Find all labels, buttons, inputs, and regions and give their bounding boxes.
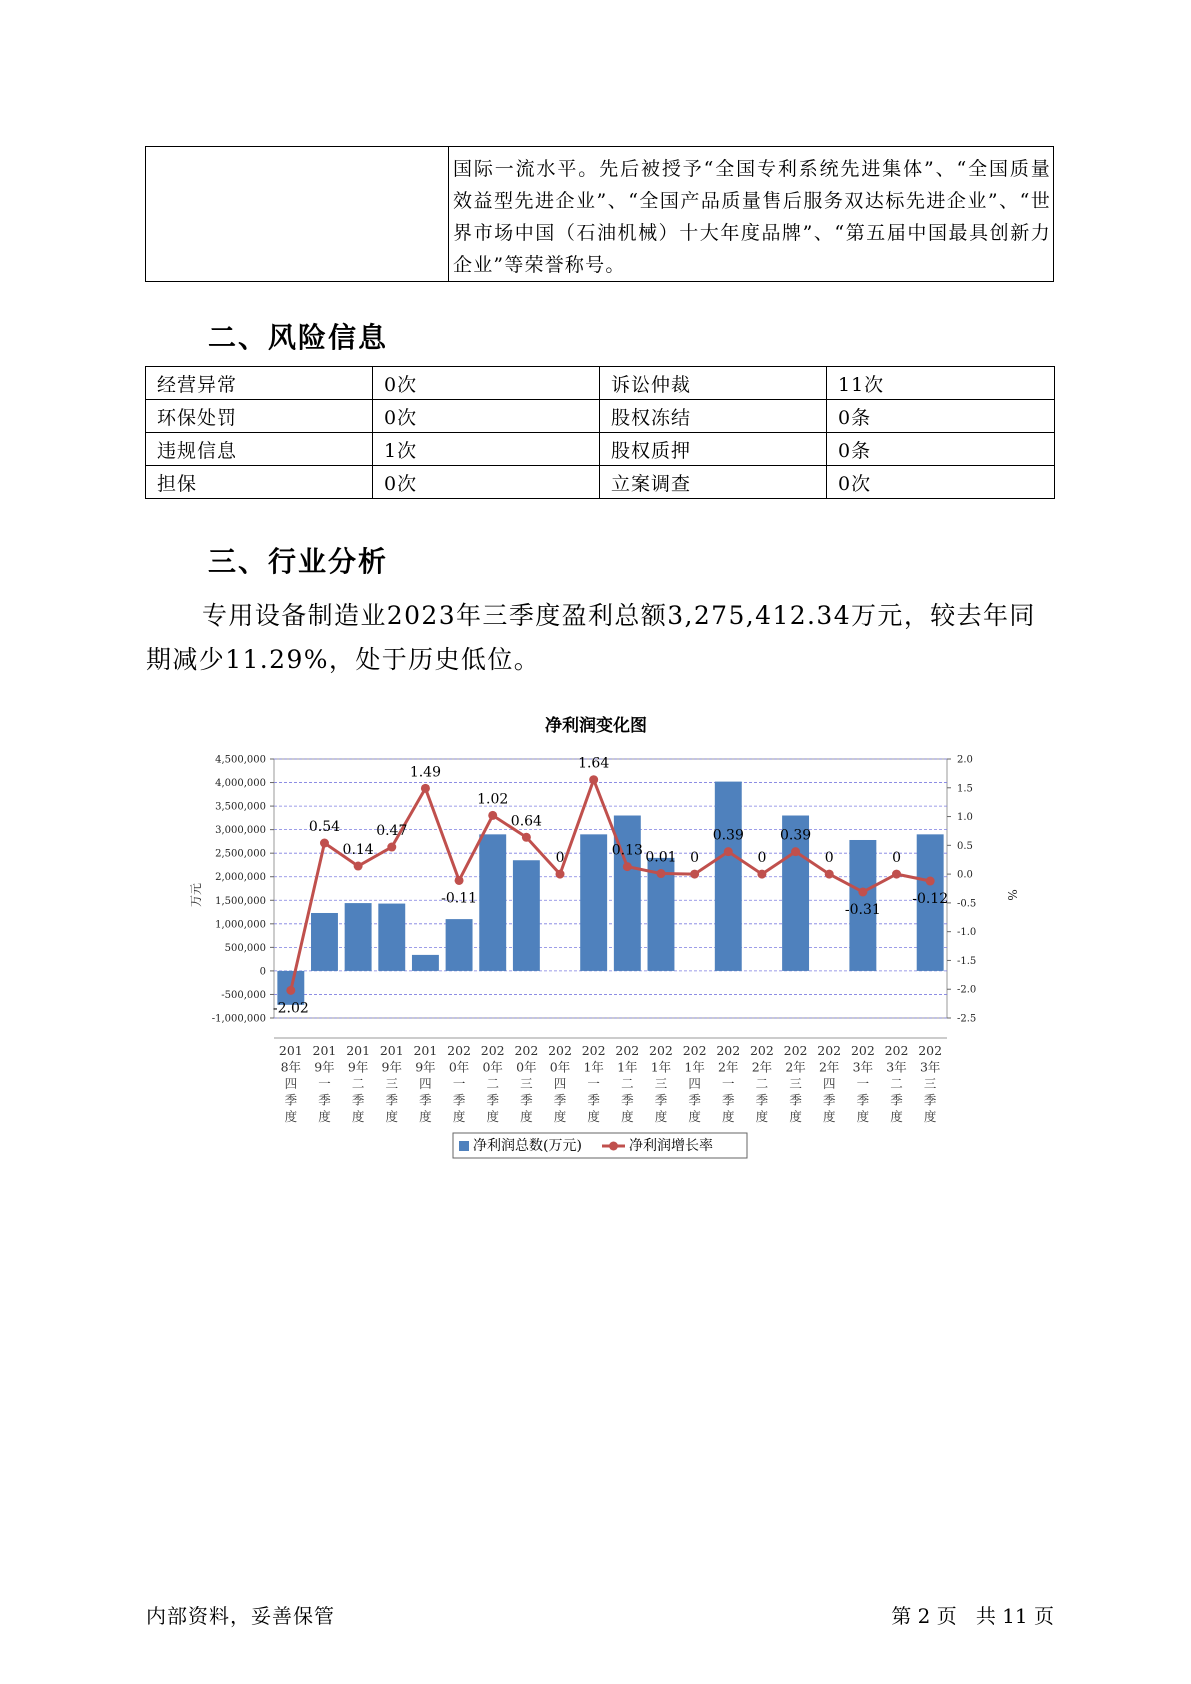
data-label-growth-rate: 0.64 xyxy=(510,813,542,830)
x-tick-label: 9年 xyxy=(314,1059,335,1075)
x-tick-label: 三 xyxy=(923,1076,937,1091)
intro-table xyxy=(145,146,1054,282)
y2-tick-label: -1.5 xyxy=(957,955,977,967)
x-tick-label: 度 xyxy=(419,1109,432,1124)
net-profit-chart xyxy=(180,705,1020,1174)
x-tick-label: 度 xyxy=(722,1109,735,1124)
x-tick-label: 三 xyxy=(385,1076,399,1091)
y-tick-label: 0 xyxy=(259,966,266,978)
y2-tick-label: 2.0 xyxy=(957,754,973,766)
x-tick-label: 度 xyxy=(822,1109,836,1124)
x-tick-label: 三 xyxy=(789,1076,802,1091)
x-tick-label: 一 xyxy=(318,1076,331,1091)
risk-label-cell: 担保 xyxy=(146,466,373,499)
y-tick-label: 4,000,000 xyxy=(215,778,266,790)
x-tick-label: 一 xyxy=(587,1076,600,1091)
y-tick-label: 3,500,000 xyxy=(215,801,266,813)
point-growth-rate xyxy=(757,870,766,879)
x-tick-label: 9年 xyxy=(347,1059,369,1075)
x-tick-label: 度 xyxy=(385,1109,399,1124)
x-tick-label: 201 xyxy=(346,1043,371,1058)
y-tick-label: 2,000,000 xyxy=(215,872,266,884)
x-tick-label: 202 xyxy=(749,1043,774,1058)
chart-svg xyxy=(180,705,1020,1170)
x-tick-label: 202 xyxy=(817,1043,842,1058)
risk-value-cell: 0条 xyxy=(827,433,1055,466)
risk-value-cell: 0次 xyxy=(373,466,600,499)
risk-value-cell: 0次 xyxy=(827,466,1055,499)
x-tick-label: 度 xyxy=(553,1109,567,1124)
x-tick-label: 202 xyxy=(447,1043,472,1058)
legend-line-label: 净利润增长率 xyxy=(629,1138,713,1154)
risk-row xyxy=(146,466,1055,499)
x-tick-label: 0年 xyxy=(516,1059,537,1075)
risk-label-cell: 诉讼仲裁 xyxy=(600,367,827,400)
point-growth-rate xyxy=(421,784,430,793)
point-growth-rate xyxy=(623,862,632,871)
x-tick-label: 度 xyxy=(890,1109,903,1124)
x-tick-label: 2年 xyxy=(818,1059,840,1075)
x-tick-label: 1年 xyxy=(617,1059,638,1075)
y-tick-label: 500,000 xyxy=(224,942,266,954)
x-tick-label: 季 xyxy=(856,1092,870,1108)
bar-net-profit xyxy=(412,955,439,971)
x-tick-label: 二 xyxy=(351,1076,365,1091)
industry-paragraph: 专用设备制造业2023年三季度盈利总额3,275,412.34万元，较去年同期减少11.29%，处于历史低位。 xyxy=(146,601,1036,674)
bar-net-profit xyxy=(446,919,473,971)
data-label-growth-rate: -0.12 xyxy=(912,891,949,908)
point-growth-rate xyxy=(488,811,497,820)
risk-value-cell: 11次 xyxy=(827,367,1055,400)
x-tick-label: 202 xyxy=(716,1043,741,1058)
data-label-growth-rate: 1.64 xyxy=(578,755,610,772)
y-tick-label: 3,000,000 xyxy=(215,825,266,837)
x-tick-label: 9年 xyxy=(415,1059,436,1075)
x-tick-label: 0年 xyxy=(448,1059,470,1075)
x-tick-label: 度 xyxy=(688,1109,701,1124)
y2-tick-label: -1.0 xyxy=(957,927,977,939)
x-tick-label: 四 xyxy=(419,1076,432,1091)
risk-value-cell: 1次 xyxy=(373,433,600,466)
intro-table-empty-cell xyxy=(146,147,449,282)
data-label-growth-rate: 0 xyxy=(892,850,901,867)
data-label-growth-rate: 0.39 xyxy=(779,827,812,844)
bar-net-profit xyxy=(580,834,607,971)
industry-heading: 三、行业分析 xyxy=(208,545,389,578)
footer-confidential: 内部资料，妥善保管 xyxy=(146,1604,335,1628)
x-tick-label: 季 xyxy=(890,1092,903,1108)
y2-axis-label: % xyxy=(1005,889,1019,901)
risk-row xyxy=(146,367,1055,400)
x-tick-label: 度 xyxy=(789,1109,802,1124)
risk-value-cell: 0次 xyxy=(373,367,600,400)
point-growth-rate xyxy=(690,870,699,879)
x-tick-label: 季 xyxy=(419,1092,432,1108)
x-tick-label: 度 xyxy=(520,1109,533,1124)
data-label-growth-rate: -2.02 xyxy=(272,1000,309,1017)
x-tick-label: 一 xyxy=(722,1076,735,1091)
bar-net-profit xyxy=(513,860,540,971)
x-tick-label: 2年 xyxy=(751,1059,773,1075)
x-tick-label: 二 xyxy=(755,1076,769,1091)
risk-heading: 二、风险信息 xyxy=(208,321,389,354)
y2-tick-label: -2.5 xyxy=(957,1013,977,1025)
bar-net-profit xyxy=(311,913,338,971)
x-tick-label: 0年 xyxy=(549,1059,571,1075)
chart-title: 净利润变化图 xyxy=(545,716,647,736)
risk-value-cell: 0次 xyxy=(373,400,600,433)
data-label-growth-rate: 0.47 xyxy=(376,823,408,840)
risk-label-cell: 环保处罚 xyxy=(146,400,373,433)
x-tick-label: 季 xyxy=(923,1092,937,1108)
y-tick-label: -1,000,000 xyxy=(211,1013,266,1025)
point-growth-rate xyxy=(387,843,396,852)
x-tick-label: 季 xyxy=(385,1092,399,1108)
point-growth-rate xyxy=(656,869,665,878)
x-tick-label: 一 xyxy=(856,1076,870,1091)
x-tick-label: 3年 xyxy=(886,1059,907,1075)
point-growth-rate xyxy=(556,870,565,879)
point-growth-rate xyxy=(791,847,800,856)
x-tick-label: 季 xyxy=(284,1092,298,1108)
point-growth-rate xyxy=(354,862,363,871)
bar-net-profit xyxy=(345,903,372,971)
x-tick-label: 202 xyxy=(850,1043,875,1058)
x-tick-label: 202 xyxy=(581,1043,606,1058)
point-growth-rate xyxy=(455,876,464,885)
x-tick-label: 季 xyxy=(688,1092,701,1108)
x-tick-label: 季 xyxy=(789,1092,802,1108)
y-tick-label: -500,000 xyxy=(221,989,266,1001)
x-tick-label: 季 xyxy=(486,1092,499,1108)
plot-area xyxy=(274,759,947,1018)
data-label-growth-rate: 0 xyxy=(824,850,834,867)
x-tick-label: 201 xyxy=(312,1043,337,1058)
risk-value-cell: 0条 xyxy=(827,400,1055,433)
x-tick-label: 201 xyxy=(379,1043,404,1058)
point-growth-rate xyxy=(926,877,935,886)
x-tick-label: 度 xyxy=(486,1109,499,1124)
x-tick-label: 二 xyxy=(486,1076,499,1091)
risk-label-cell: 立案调查 xyxy=(600,466,827,499)
y2-tick-label: 1.0 xyxy=(957,812,973,824)
x-tick-label: 四 xyxy=(284,1076,298,1091)
data-label-growth-rate: 0 xyxy=(757,850,767,867)
x-tick-label: 202 xyxy=(649,1043,673,1058)
point-growth-rate xyxy=(589,775,598,784)
y2-tick-label: 1.5 xyxy=(957,783,973,795)
point-growth-rate xyxy=(320,839,329,848)
x-tick-label: 度 xyxy=(923,1109,937,1124)
x-tick-label: 1年 xyxy=(583,1059,604,1075)
x-tick-label: 3年 xyxy=(919,1059,941,1075)
risk-label-cell: 股权质押 xyxy=(600,433,827,466)
risk-label-cell: 违规信息 xyxy=(146,433,373,466)
y-axis-label: 万元 xyxy=(189,882,203,908)
bar-net-profit xyxy=(712,782,744,971)
x-tick-label: 度 xyxy=(587,1109,600,1124)
y2-tick-label: -0.5 xyxy=(957,898,977,910)
legend-line-marker xyxy=(609,1142,618,1151)
x-tick-label: 202 xyxy=(514,1043,539,1058)
y-tick-label: 1,000,000 xyxy=(215,919,266,931)
x-tick-label: 201 xyxy=(278,1043,303,1058)
risk-row xyxy=(146,433,1055,466)
x-tick-label: 季 xyxy=(553,1092,567,1108)
x-tick-label: 季 xyxy=(587,1092,600,1108)
x-tick-label: 2年 xyxy=(718,1059,739,1075)
point-growth-rate xyxy=(724,847,733,856)
x-tick-label: 二 xyxy=(621,1076,634,1091)
data-label-growth-rate: -0.31 xyxy=(844,901,881,918)
x-tick-label: 季 xyxy=(722,1092,735,1108)
x-tick-label: 202 xyxy=(615,1043,640,1058)
x-tick-label: 3年 xyxy=(852,1059,874,1075)
point-growth-rate xyxy=(825,870,834,879)
intro-table-text-cell: 国际一流水平。先后被授予“全国专利系统先进集体”、“全国质量效益型先进企业”、“全国产品质量售后服务双达标先进企业”、“世界市场中国（石油机械）十大年度品牌”、“第五届中国最具创新力企业”等荣誉称号。 xyxy=(449,147,1054,282)
risk-label-cell: 经营异常 xyxy=(146,367,373,400)
data-label-growth-rate: -0.11 xyxy=(441,890,478,907)
y-tick-label: 1,500,000 xyxy=(215,895,266,907)
x-tick-label: 2年 xyxy=(785,1059,806,1075)
y-tick-label: 2,500,000 xyxy=(215,848,266,860)
x-tick-label: 二 xyxy=(890,1076,903,1091)
x-tick-label: 三 xyxy=(520,1076,533,1091)
legend-bar-swatch xyxy=(459,1141,469,1151)
bar-net-profit xyxy=(479,834,506,971)
data-label-growth-rate: 1.49 xyxy=(409,764,442,781)
x-tick-label: 季 xyxy=(755,1092,769,1108)
x-tick-label: 202 xyxy=(884,1043,909,1058)
x-tick-label: 一 xyxy=(452,1076,466,1091)
y-tick-label: 4,500,000 xyxy=(215,754,266,766)
x-tick-label: 1年 xyxy=(684,1059,705,1075)
x-tick-label: 202 xyxy=(480,1043,505,1058)
x-tick-label: 1年 xyxy=(650,1059,672,1075)
x-tick-label: 季 xyxy=(822,1092,836,1108)
x-tick-label: 度 xyxy=(856,1109,870,1124)
x-tick-label: 202 xyxy=(682,1043,707,1058)
risk-row xyxy=(146,400,1055,433)
x-tick-label: 季 xyxy=(621,1092,634,1108)
point-growth-rate xyxy=(522,833,531,842)
point-growth-rate xyxy=(286,986,295,995)
x-tick-label: 度 xyxy=(351,1109,365,1124)
x-tick-label: 度 xyxy=(654,1109,668,1124)
x-tick-label: 0年 xyxy=(482,1059,503,1075)
x-tick-label: 度 xyxy=(318,1109,331,1124)
x-tick-label: 202 xyxy=(918,1043,943,1058)
x-tick-label: 度 xyxy=(452,1109,466,1124)
footer-page-number: 第 2 页 共 11 页 xyxy=(891,1604,1054,1628)
x-tick-label: 202 xyxy=(783,1043,808,1058)
risk-label-cell: 股权冻结 xyxy=(600,400,827,433)
x-tick-label: 8年 xyxy=(280,1059,302,1075)
x-tick-label: 度 xyxy=(621,1109,634,1124)
data-label-growth-rate: 0 xyxy=(690,850,700,867)
data-label-growth-rate: 0.54 xyxy=(308,819,341,836)
x-tick-label: 三 xyxy=(654,1076,668,1091)
x-tick-label: 度 xyxy=(284,1109,298,1124)
x-tick-label: 9年 xyxy=(381,1059,403,1075)
data-label-growth-rate: 0.14 xyxy=(342,842,374,859)
y2-tick-label: 0.0 xyxy=(957,869,973,881)
data-label-growth-rate: 0.01 xyxy=(645,849,677,866)
y2-tick-label: -2.0 xyxy=(957,984,977,996)
y2-tick-label: 0.5 xyxy=(957,840,973,852)
x-tick-label: 度 xyxy=(755,1109,769,1124)
x-tick-label: 202 xyxy=(548,1043,572,1058)
x-tick-label: 四 xyxy=(688,1076,701,1091)
data-label-growth-rate: 1.02 xyxy=(477,791,509,808)
x-tick-label: 季 xyxy=(351,1092,365,1108)
data-label-growth-rate: 0 xyxy=(555,850,565,867)
legend-bar-label: 净利润总数(万元) xyxy=(473,1138,582,1154)
x-tick-label: 四 xyxy=(553,1076,567,1091)
x-tick-label: 季 xyxy=(654,1092,668,1108)
point-growth-rate xyxy=(892,870,901,879)
x-tick-label: 四 xyxy=(822,1076,836,1091)
data-label-growth-rate: 0.39 xyxy=(712,827,744,844)
x-tick-label: 季 xyxy=(452,1092,466,1108)
data-label-growth-rate: 0.13 xyxy=(611,842,643,859)
x-tick-label: 201 xyxy=(413,1043,438,1058)
x-tick-label: 季 xyxy=(520,1092,533,1108)
point-growth-rate xyxy=(858,887,867,896)
x-tick-label: 季 xyxy=(318,1092,331,1108)
risk-table xyxy=(145,366,1055,499)
bar-net-profit xyxy=(378,904,405,971)
